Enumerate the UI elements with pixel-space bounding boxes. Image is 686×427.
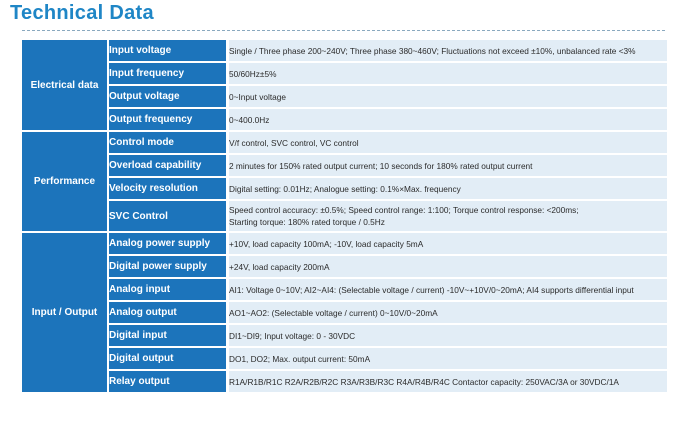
row-label: Analog output <box>109 301 226 324</box>
row-value: 0~400.0Hz <box>229 108 667 131</box>
row-label: Relay output <box>109 370 226 393</box>
table-row <box>22 278 667 301</box>
table-row <box>22 255 667 278</box>
row-label: Analog power supply <box>109 232 226 255</box>
row-label: Digital power supply <box>109 255 226 278</box>
row-value <box>229 200 667 232</box>
row-label: Velocity resolution <box>109 177 226 200</box>
row-value: V/f control, SVC control, VC control <box>229 131 667 154</box>
group-electrical-data: Electrical data <box>22 40 107 131</box>
table-row <box>22 347 667 370</box>
row-label: Digital input <box>109 324 226 347</box>
table-row <box>22 108 667 131</box>
row-value: DI1~DI9; Input voltage: 0 - 30VDC <box>229 324 667 347</box>
technical-data-table <box>22 40 667 394</box>
row-label: Digital output <box>109 347 226 370</box>
table-row <box>22 324 667 347</box>
row-label: Output frequency <box>109 108 226 131</box>
title-divider <box>22 30 665 31</box>
row-value: Single / Three phase 200~240V; Three phase 380~460V; Fluctuations not exceed ±10%, unbalanced rate <3% <box>229 40 667 62</box>
row-value: 50/60Hz±5% <box>229 62 667 85</box>
row-value: +24V, load capacity 200mA <box>229 255 667 278</box>
row-value: Digital setting: 0.01Hz; Analogue setting: 0.1%×Max. frequency <box>229 177 667 200</box>
group-input-output: Input / Output <box>22 232 107 393</box>
row-label: Input frequency <box>109 62 226 85</box>
table-row <box>22 232 667 255</box>
row-value: 2 minutes for 150% rated output current; 10 seconds for 180% rated output current <box>229 154 667 177</box>
group-performance: Performance <box>22 131 107 232</box>
table-row <box>22 200 667 232</box>
table-row <box>22 370 667 393</box>
row-value: AI1: Voltage 0~10V; AI2~AI4: (Selectable voltage / current) -10V~+10V/0~20mA; AI4 supports differential input <box>229 278 667 301</box>
table-row <box>22 85 667 108</box>
row-value: AO1~AO2: (Selectable voltage / current) 0~10V/0~20mA <box>229 301 667 324</box>
row-value: R1A/R1B/R1C R2A/R2B/R2C R3A/R3B/R3C R4A/R4B/R4C Contactor capacity: 250VAC/3A or 30VDC/1A <box>229 370 667 393</box>
row-label: Output voltage <box>109 85 226 108</box>
table-row <box>22 154 667 177</box>
row-label: Overload capability <box>109 154 226 177</box>
row-value-line: Speed control accuracy: ±0.5%; Speed control range: 1:100; Torque control response: <200ms; <box>229 205 579 215</box>
table-row <box>22 177 667 200</box>
row-value-line: Starting torque: 180% rated torque / 0.5Hz <box>229 217 385 227</box>
table-row <box>22 301 667 324</box>
row-label: Analog input <box>109 278 226 301</box>
table-row <box>22 40 667 62</box>
row-label: SVC Control <box>109 200 226 232</box>
row-label: Control mode <box>109 131 226 154</box>
row-value: DO1, DO2; Max. output current: 50mA <box>229 347 667 370</box>
row-label: Input voltage <box>109 40 226 62</box>
table-row <box>22 62 667 85</box>
page-title: Technical Data <box>10 2 154 24</box>
row-value: 0~Input voltage <box>229 85 667 108</box>
table-row <box>22 131 667 154</box>
row-value: +10V, load capacity 100mA; -10V, load capacity 5mA <box>229 232 667 255</box>
